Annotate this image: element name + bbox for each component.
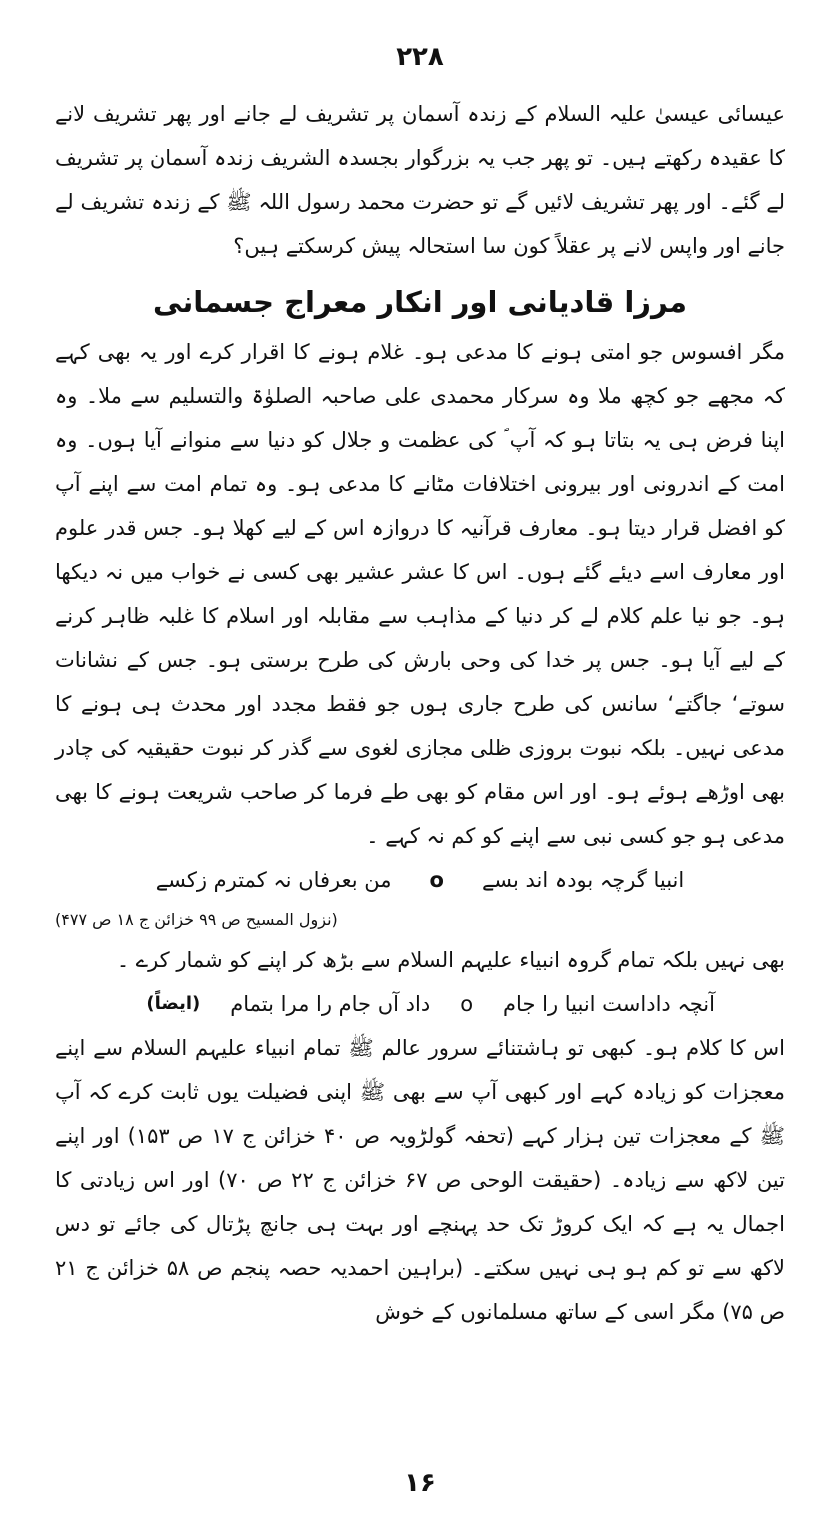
paragraph-main: مگر افسوس جو امتی ہونے کا مدعی ہو۔ غلام ہونے کا اقرار کرے اور یہ بھی کہے کہ مجھے جو کچھ ملا وہ سرکار محمدی علی صاحبہ الصلوٰۃ والتسلیم سے ملا۔ وہ اپنا فرض ہی یہ بتاتا ہو کہ آپ ؐ کی عظمت و جلال کو دنیا سے منوانے آیا ہوں۔ وہ امت کے اندرونی اور بیرونی اختلافات مٹانے کا مدعی ہو۔ وہ تمام امت سے اپنے آپ کو افضل قرار دیتا ہو۔ معارف قرآنیہ کا دروازہ اس کے لیے کھلا ہو۔ جس قدر علوم اور معارف اسے دیئے گئے ہوں۔ اس کا عشر عشیر بھی کسی نے خواب میں نہ دیکھا ہو۔ جو نیا علم کلام لے کر دنیا کے مذاہب سے مقابلہ اور اسلام کا غلبہ ظاہر کرنے کے لیے آیا ہو۔ جس پر خدا کی وحی بارش کی طرح برستی ہو۔ جس کے نشانات سوتے‘ جاگتے‘ سانس کی طرح جاری ہوں جو فقط مجدد اور محدث ہی ہونے کا مدعی نہیں۔ بلکہ نبوت بروزی ظلی مجازی لغوی سے گذر کر نبوت حقیقیہ کی چادر بھی اوڑھے ہوئے ہو۔ اور اس مقام کو بھی طے فرما کر صاحب شریعت ہونے کا بھی مدعی ہو جو کسی نبی سے اپنے کو کم نہ کہے ۔ xyxy=(55,340,785,848)
persian-couplet-2 xyxy=(55,982,785,1026)
page-number-top: ۲۲۸ xyxy=(396,42,444,72)
couplet2-first-hemistich: آنچہ داداست انبیا را جام xyxy=(503,992,715,1016)
couplet2-second-hemistich: داد آں جام را مرا بتمام xyxy=(230,992,431,1016)
couplet2-reference: (ایضاً) xyxy=(146,993,201,1014)
paragraph-final: اس کا کلام ہو۔ کبھی تو ہاشتنائے سرور عالم ﷺ تمام انبیاء علیہم السلام سے اپنے معجزات کو زیادہ کہے اور کبھی آپ سے بھی ﷺ اپنی فضیلت یوں ثابت کرے کہ آپ ﷺ کے معجزات تین ہزار کہے (تحفہ گولڑویہ ص ۴۰ خزائن ج ۱۷ ص ۱۵۳) اور اپنے تین لاکھ سے زیادہ۔ (حقیقت الوحی ص ۶۷ خزائن ج ۲۲ ص ۷۰) اور اس زیادتی کا اجمال یہ ہے کہ ایک کروڑ تک حد پہنچے اور بہت ہی جانچ پڑتال کی جائے تو دس لاکھ سے تو کم ہو ہی نہیں سکتے۔ (براہین احمدیہ حصہ پنجم ص ۵۸ خزائن ج ۲۱ ص ۷۵) مگر اسی کے ساتھ مسلمانوں کے خوش xyxy=(55,1036,785,1324)
page-body xyxy=(55,92,785,1334)
couplet-second-hemistich: من بعرفاں نہ کمترم زکسے xyxy=(155,868,392,892)
couplet2-separator: o xyxy=(460,992,474,1016)
page-number-bottom: ۱۶ xyxy=(404,1468,436,1498)
section-heading: مرزا قادیانی اور انکار معراج جسمانی xyxy=(153,285,687,319)
couplet-separator: o xyxy=(429,868,444,892)
persian-couplet xyxy=(55,858,785,902)
paragraph-continuation: بھی نہیں بلکہ تمام گروہ انبیاء علیہم السلام سے بڑھ کر اپنے کو شمار کرے ۔ xyxy=(116,948,785,972)
couplet-first-hemistich: انبیا گرچہ بودہ اند بسے xyxy=(481,868,685,892)
couplet-reference: (نزول المسیح ص ۹۹ خزائن ج ۱۸ ص ۴۷۷) xyxy=(55,910,338,929)
paragraph-intro: عیسائی عیسیٰ علیہ السلام کے زندہ آسمان پر تشریف لے جانے اور پھر تشریف لانے کا عقیدہ رکھتے ہیں۔ تو پھر جب یہ بزرگوار بجسدہ الشریف زندہ آسمان پر تشریف لے گئے۔ اور پھر تشریف لائیں گے تو حضرت محمد رسول اللہ ﷺ کے زندہ تشریف لے جانے اور واپس لانے پر عقلاً کون سا استحالہ پیش کرسکتے ہیں؟ xyxy=(55,102,785,258)
